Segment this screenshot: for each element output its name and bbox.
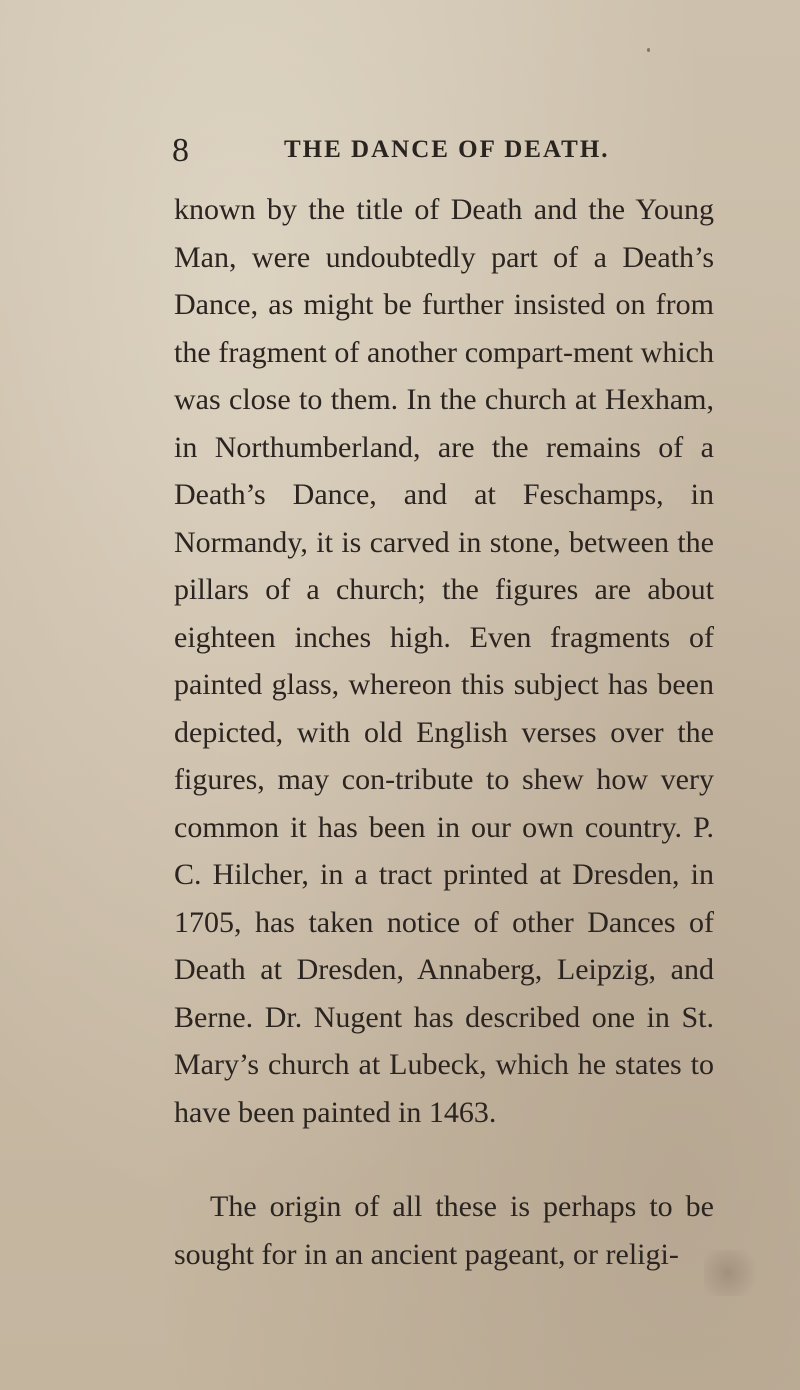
running-title: THE DANCE OF DEATH. (284, 136, 610, 163)
paragraph: The origin of all these is perhaps to be sought for in an ancient pageant, or religi- (174, 1190, 714, 1271)
running-head (172, 132, 732, 172)
paper-stain (704, 1250, 764, 1296)
paragraph: known by the title of Death and the Young Man, were undoubtedly part of a Death’s Dance, as might be further insisted on from the fragment of another compart-ment which was close to them. In the church at Hexham, in Northumberland, are the remains of a Death’s Dance, and at Feschamps, in Normandy, it is carved in stone, between the pillars of a church; the figures are about eighteen inches high. Even fragments of painted glass, whereon this subject has been depicted, with old English verses over the figures, may con-tribute to shew how very common it has been in our own country. P. C. Hilcher, in a tract printed at Dresden, in 1705, has taken notice of other Dances of Death at Dresden, Annaberg, Leipzig, and Berne. Dr. Nugent has described one in St. Mary’s church at Lubeck, which he states to have been painted in 1463. (174, 193, 714, 1129)
paper-speck (647, 48, 650, 52)
page-number: 8 (172, 132, 189, 169)
body-text (174, 186, 714, 1278)
